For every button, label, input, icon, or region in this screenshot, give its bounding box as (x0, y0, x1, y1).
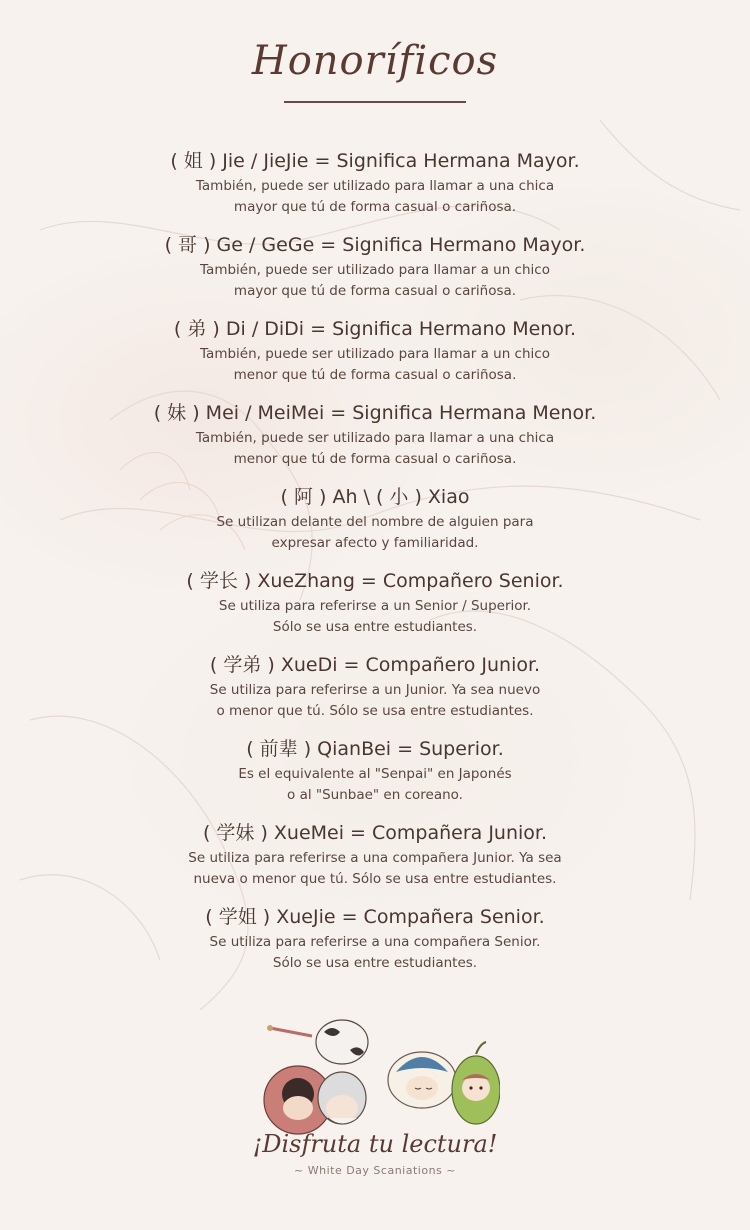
entry-description-line: También, puede ser utilizado para llamar a un chico (200, 262, 550, 278)
honorific-entry-qianbei (0, 734, 750, 818)
entry-description-line: o al "Sunbae" en coreano. (287, 787, 463, 803)
entry-description-line: Se utiliza para referirse a una compañera Senior. (209, 934, 541, 950)
honorific-entry-xuedi (0, 650, 750, 734)
entry-description-line: También, puede ser utilizado para llamar a una chica (195, 430, 555, 446)
page-title: Honoríficos (251, 38, 499, 84)
title-underline (284, 101, 466, 103)
entry-description-line: menor que tú de forma casual o cariñosa. (233, 451, 517, 467)
entry-heading: ( 姐 ) Jie / JieJie = Significa Hermana Mayor. (170, 150, 580, 172)
footer-credit: ~ White Day Scaniations ~ (294, 1164, 456, 1177)
entry-heading: ( 阿 ) Ah \ ( 小 ) Xiao (280, 486, 470, 508)
entry-heading: ( 前辈 ) QianBei = Superior. (246, 738, 504, 760)
honorific-entry-ge (0, 230, 750, 314)
entry-heading: ( 弟 ) Di / DiDi = Significa Hermano Menor. (173, 318, 577, 340)
entry-description-line: Se utiliza para referirse a un Senior / Superior. (218, 598, 532, 614)
honorifics-list (0, 146, 750, 986)
entry-heading: ( 妹 ) Mei / MeiMei = Significa Hermana Menor. (153, 402, 597, 424)
chibi-characters-illustration (250, 1010, 500, 1185)
entry-description-line: Es el equivalente al "Senpai" en Japonés (238, 766, 512, 782)
entry-description-line: mayor que tú de forma casual o cariñosa. (233, 199, 517, 215)
entry-description-line: Se utiliza para referirse a un Junior. Ya sea nuevo (209, 682, 541, 698)
entry-description-line: mayor que tú de forma casual o cariñosa. (233, 283, 517, 299)
entry-heading: ( 学妹 ) XueMei = Compañera Junior. (202, 822, 548, 844)
entry-description-line: También, puede ser utilizado para llamar a un chico (200, 346, 550, 362)
honorific-entry-mei (0, 398, 750, 482)
honorific-entry-jie (0, 146, 750, 230)
entry-description-line: o menor que tú. Sólo se usa entre estudiantes. (216, 703, 534, 719)
entry-description-line: Se utilizan delante del nombre de alguien para (216, 514, 534, 530)
entry-heading: ( 学长 ) XueZhang = Compañero Senior. (186, 570, 564, 592)
entry-heading: ( 学姐 ) XueJie = Compañera Senior. (205, 906, 545, 928)
honorific-entry-ah-xiao (0, 482, 750, 566)
honorific-entry-xuezhang (0, 566, 750, 650)
entry-description-line: Se utiliza para referirse a una compañera Junior. Ya sea (188, 850, 562, 866)
entry-description-line: menor que tú de forma casual o cariñosa. (233, 367, 517, 383)
honorific-entry-xuemei (0, 818, 750, 902)
footer-tagline: ¡Disfruta tu lectura! (252, 1130, 498, 1158)
entry-description-line: expresar afecto y familiaridad. (271, 535, 479, 551)
entry-heading: ( 哥 ) Ge / GeGe = Significa Hermano Mayor. (164, 234, 586, 256)
entry-description-line: nueva o menor que tú. Sólo se usa entre estudiantes. (193, 871, 557, 887)
entry-heading: ( 学弟 ) XueDi = Compañero Junior. (209, 654, 541, 676)
entry-description-line: Sólo se usa entre estudiantes. (272, 955, 478, 971)
entry-description-line: También, puede ser utilizado para llamar a una chica (195, 178, 555, 194)
entry-description-line: Sólo se usa entre estudiantes. (272, 619, 478, 635)
honorific-entry-xuejie (0, 902, 750, 986)
honorific-entry-di (0, 314, 750, 398)
